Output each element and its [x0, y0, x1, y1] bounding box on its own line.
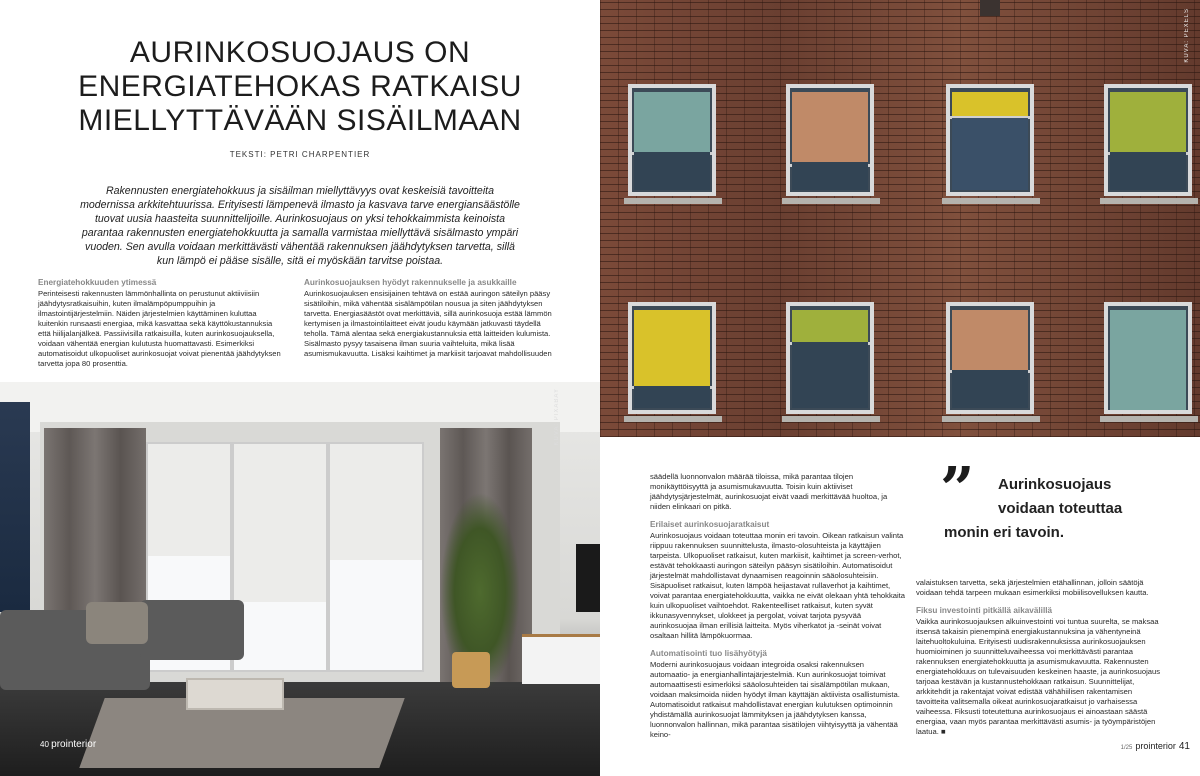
issue-number: 1/25 — [1120, 745, 1133, 751]
title-line-1: AURINKOSUOJAUS ON — [129, 36, 471, 69]
column-4-intro: valaistuksen tarvetta, sekä järjestelmien etähallinnan, jolloin säätöjä voidaan tehdä tarpeen mukaan esimerkiksi mobiilisovelluksen kautta. — [916, 578, 1149, 597]
window-top-3 — [946, 84, 1034, 196]
lead-paragraph: Rakennusten energiatehokkuus ja sisäilman miellyttävyys ovat keskeisiä tavoitteita modernissa arkkitehtuurissa. Erityisesti lämpenevä ilmasto ja kasvava tarve energiansäästölle tuovat uusia haasteita suunnittelijoille. Aurinkosuojaus on yksi tehokkaimmista keinoista parantaa rakennusten energiatehokkuutta ja samalla varmistaa miellyttävä sisälmasto ympäri vuoden. Sen avulla voidaan merkittävästi vähentää rakennuksen jäähdytyksen tarvetta, sillä kun lämpö ei pääse sisälle, sitä ei myöskään tarvitse poistaa. — [80, 185, 520, 267]
photo-credit-right: KUVA: PEXELS — [1184, 8, 1190, 63]
roller-blind-left — [148, 444, 230, 556]
column-2-body: Aurinkosuojauksen ensisijainen tehtävä on estää auringon säteilyn pääsy sisätiloihin, mikä vähentää sisälämpötilan nousua ja siten jäähdytyksen tarvetta. Energiasäästöt ovat merkittäviä, sillä aurinkosuoja estää lämmön kertymisen ja ilmastointilaitteet eivät joudu käymään jatkuvasti täydellä teholla. Tämä alentaa sekä energiakustannuksia että laitteiden kulumista. Sisälmasto pysyy tasaisena ilman suuria vaihteluita, mikä lisää asumismukavuutta. Lisäksi kaihtimet ja markiisit tarjoavat mahdollisuuden — [304, 289, 552, 358]
window-bottom-2 — [786, 302, 874, 414]
end-mark: ■ — [940, 727, 946, 736]
pull-quote-line-2: monin eri tavoin. — [944, 524, 1065, 541]
column-1-body: Perinteisesti rakennusten lämmönhallinta on perustunut aktiiviisiin jäähdytysratkaisuihin, kuten ilmalämpöpumppuihin ja ilmastointijärjestelmiin. Näiden järjestelmien käyttäminen kuluttaa kuitenkin runsaasti energiaa, mikä kasvattaa sekä käyttökustannuksia että hiilijalanjälkeä. Passiivisilla ratkaisuilla, kuten aurinkosuojauksella, voidaan vähentää energian kulutusta huomattavasti. Esimerkiksi automatisoidut ulkopuoliset aurinkosuojat voivat pienentää jäähdytyksen tarvetta jopa 80 prosenttia. — [38, 289, 281, 368]
shade-lime — [1110, 92, 1186, 154]
right-page — [600, 0, 1200, 776]
wall-vent — [980, 0, 1000, 16]
magazine-name-left: prointerior — [51, 739, 97, 750]
column-3-heading-1: Erilaiset aurinkosuojaratkaisut — [650, 520, 770, 529]
tv-cabinet — [522, 634, 600, 684]
column-3-body-2: Moderni aurinkosuojaus voidaan integroida osaksi rakennuksen automaatio- ja energianhallintajärjestelmiä. Kun aurinkosuojat toimivat automaattisesti esimerkiksi sääolosuhteiden tai sisälämpötilan mukaan, voidaan maksimoida niiden hyödyt ilman käyttäjän aktiivista osallistumista. Automatisoidut ratkaisut mahdollistavat energian kulutuksen optimoinnin yhdistämällä aurinkosuojat lämmityksen ja jäähdytyksen kanssa, luonnonvalon hallinnan, mikä parantaa sisätilojen viihtyisyyttä ja vähentää keino- — [650, 660, 900, 739]
sofa-back — [140, 600, 244, 660]
column-3-intro: säädellä luonnonvalon määrää tiloissa, mikä parantaa tilojen monikäyttöisyyttä ja asumismukavuutta. Toisin kuin aktiiviset jäähdytysjärjestelmät, aurinkosuojat eivät vaadi merkittävää huoltoa, ja niiden elinkaari on pitkä. — [650, 472, 888, 511]
shade-teal — [634, 92, 710, 154]
brick-facade-photo — [600, 0, 1200, 437]
column-1-heading: Energiatehokkuuden ytimessä — [38, 278, 157, 287]
shade-yellow-2 — [634, 310, 710, 388]
window-bottom-1 — [628, 302, 716, 414]
folio-right — [1121, 741, 1190, 752]
pull-quote-mark: ” — [940, 455, 975, 525]
page-number-right: 41 — [1178, 741, 1190, 752]
byline: TEKSTI: PETRI CHARPENTIER — [229, 150, 371, 159]
window-top-2 — [786, 84, 874, 196]
cushion — [86, 602, 148, 644]
photo-credit-left: KUVA: PIXABAY — [554, 388, 560, 446]
shade-tan — [792, 92, 868, 166]
article-title — [60, 36, 540, 138]
column-1 — [38, 278, 282, 369]
television — [576, 544, 600, 612]
wall-art — [0, 402, 30, 612]
column-3-heading-2: Automatisointi tuo lisähyötyjä — [650, 649, 767, 658]
plant-pot — [452, 652, 490, 688]
shade-teal-2 — [1110, 310, 1186, 410]
title-line-2: ENERGIATEHOKAS RATKAISU — [78, 70, 522, 103]
living-room-photo — [0, 382, 600, 776]
title-line-3: MIELLYTTÄVÄÄN SISÄILMAAN — [78, 104, 522, 137]
column-3 — [650, 472, 906, 740]
column-4 — [916, 578, 1166, 737]
shade-yellow — [952, 92, 1028, 118]
window-top-1 — [628, 84, 716, 196]
window-top-4 — [1104, 84, 1192, 196]
column-4-body-1 — [916, 617, 1166, 737]
shade-tan-2 — [952, 310, 1028, 372]
column-2-heading: Aurinkosuojauksen hyödyt rakennukselle ja asukkaille — [304, 278, 517, 287]
column-4-body-text: Vaikka aurinkosuojauksen alkuinvestointi voi tuntua suurelta, se maksaa itsensä takaisin pienempinä energiakustannuksina ja vähentyneinä laitehuoltokuluina. Erityisesti uudisrakennuksissa aurinkosuojauksen huomioiminen jo suunnitteluvaiheessa voi merkittävästi parantaa rakennuksen energiatehokkuutta ja asumismukavuutta. Rakennusten energiatehokkuus on tulevaisuuden keskeinen haaste, ja aurinkosuojaus tarjoaa kestävän ja kustannustehokkaan ratkaisun. Suunnittelijat, arkkitehdit ja rakentajat voivat edistää vähähiilisen rakentamisen tavoitteita valitsemalla oikeat aurinkosuojaratkaisut jo varhaisessa vaiheessa. Fiksusti toteutettuna aurinkosuojaus ei ainoastaan säästä energiaa, vaan myös parantaa merkittävästi asumis- ja työympäristöjen laatua. — [916, 617, 1161, 736]
column-2 — [304, 278, 560, 359]
roller-blind-right — [330, 444, 422, 560]
window-bottom-4 — [1104, 302, 1192, 414]
page-number-left: 40 — [40, 740, 49, 749]
coffee-table — [186, 678, 284, 710]
column-4-heading-1: Fiksu investointi pitkällä aikavälillä — [916, 606, 1053, 615]
roller-blind-center — [234, 444, 326, 602]
pull-quote-line-1: Aurinkosuojaus voidaan toteuttaa — [998, 476, 1123, 517]
column-3-body-1: Aurinkosuojaus voidaan toteuttaa monin eri tavoin. Oikean ratkaisun valinta riippuu rakennuksen suunnittelusta, ilmasto-olosuhteista ja käyttäjien tarpeista. Ulkopuoliset ratkaisut, kuten markiisit, kaihtimet ja screen-verhot, estävät tehokkaasti auringon säteilyn pääsyn sisätiloihin. Automatisoidut järjestelmät mahdollistavat dynaamisen reagoinnin sääolosuhteisiin. Sisäpuoliset ratkaisut, kuten lämpöä heijastavat rullaverhot ja kaihtimet, voivat parantaa energiatehokkuutta, vaikka ne eivät olekaan yhtä tehokkaita kuin ulkopuoliset vaihtoehdot. Rakenteelliset ratkaisut, kuten syvät ikkunasyvennykset, ulokkeet ja pergolat, voivat tarjota pysyvää aurinkosuojaa ilman erillisiä laitteita. Myös viherkatot ja -seinät voivat osaltaan hillitä lämpökuormaa. — [650, 531, 905, 640]
magazine-name-right: prointerior — [1135, 741, 1176, 751]
shade-lime-2 — [792, 310, 868, 344]
window-bottom-3 — [946, 302, 1034, 414]
folio-left — [40, 739, 96, 750]
